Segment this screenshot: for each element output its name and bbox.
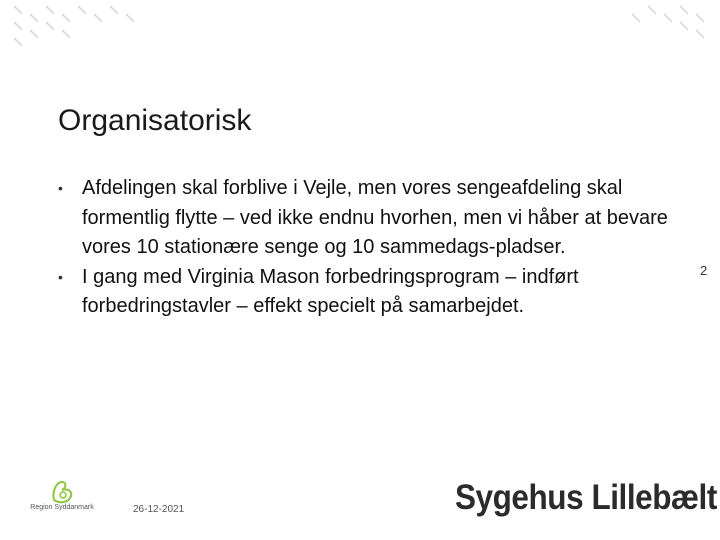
bullet-marker: • (58, 180, 63, 196)
decorative-corner-pattern (0, 0, 720, 48)
sygehus-lillebaelt-logo: Sygehus Lillebælt (455, 478, 717, 517)
slide-date: 26-12-2021 (133, 504, 185, 515)
region-logo-mark-icon (50, 478, 76, 506)
bullet-list (58, 174, 688, 322)
bullet-item (58, 174, 688, 263)
bullet-text: Afdelingen skal forblive i Vejle, men vores sengeafdeling skal formentlig flytte – ved ikke endnu hvorhen, men vi håber at bevare vores 10 stationære senge og 10 sammedags-pladser. (82, 177, 668, 258)
bullet-text: I gang med Virginia Mason forbedringsprogram – indført forbedringstavler – effekt specielt på samarbejdet. (82, 265, 579, 317)
bullet-item (58, 263, 688, 322)
bullet-marker: • (58, 268, 63, 285)
slide-title: Organisatorisk (58, 104, 252, 137)
region-logo-text: Region Syddanmark (30, 504, 94, 511)
region-syddanmark-logo (26, 478, 98, 518)
page-number: 2 (700, 263, 708, 278)
